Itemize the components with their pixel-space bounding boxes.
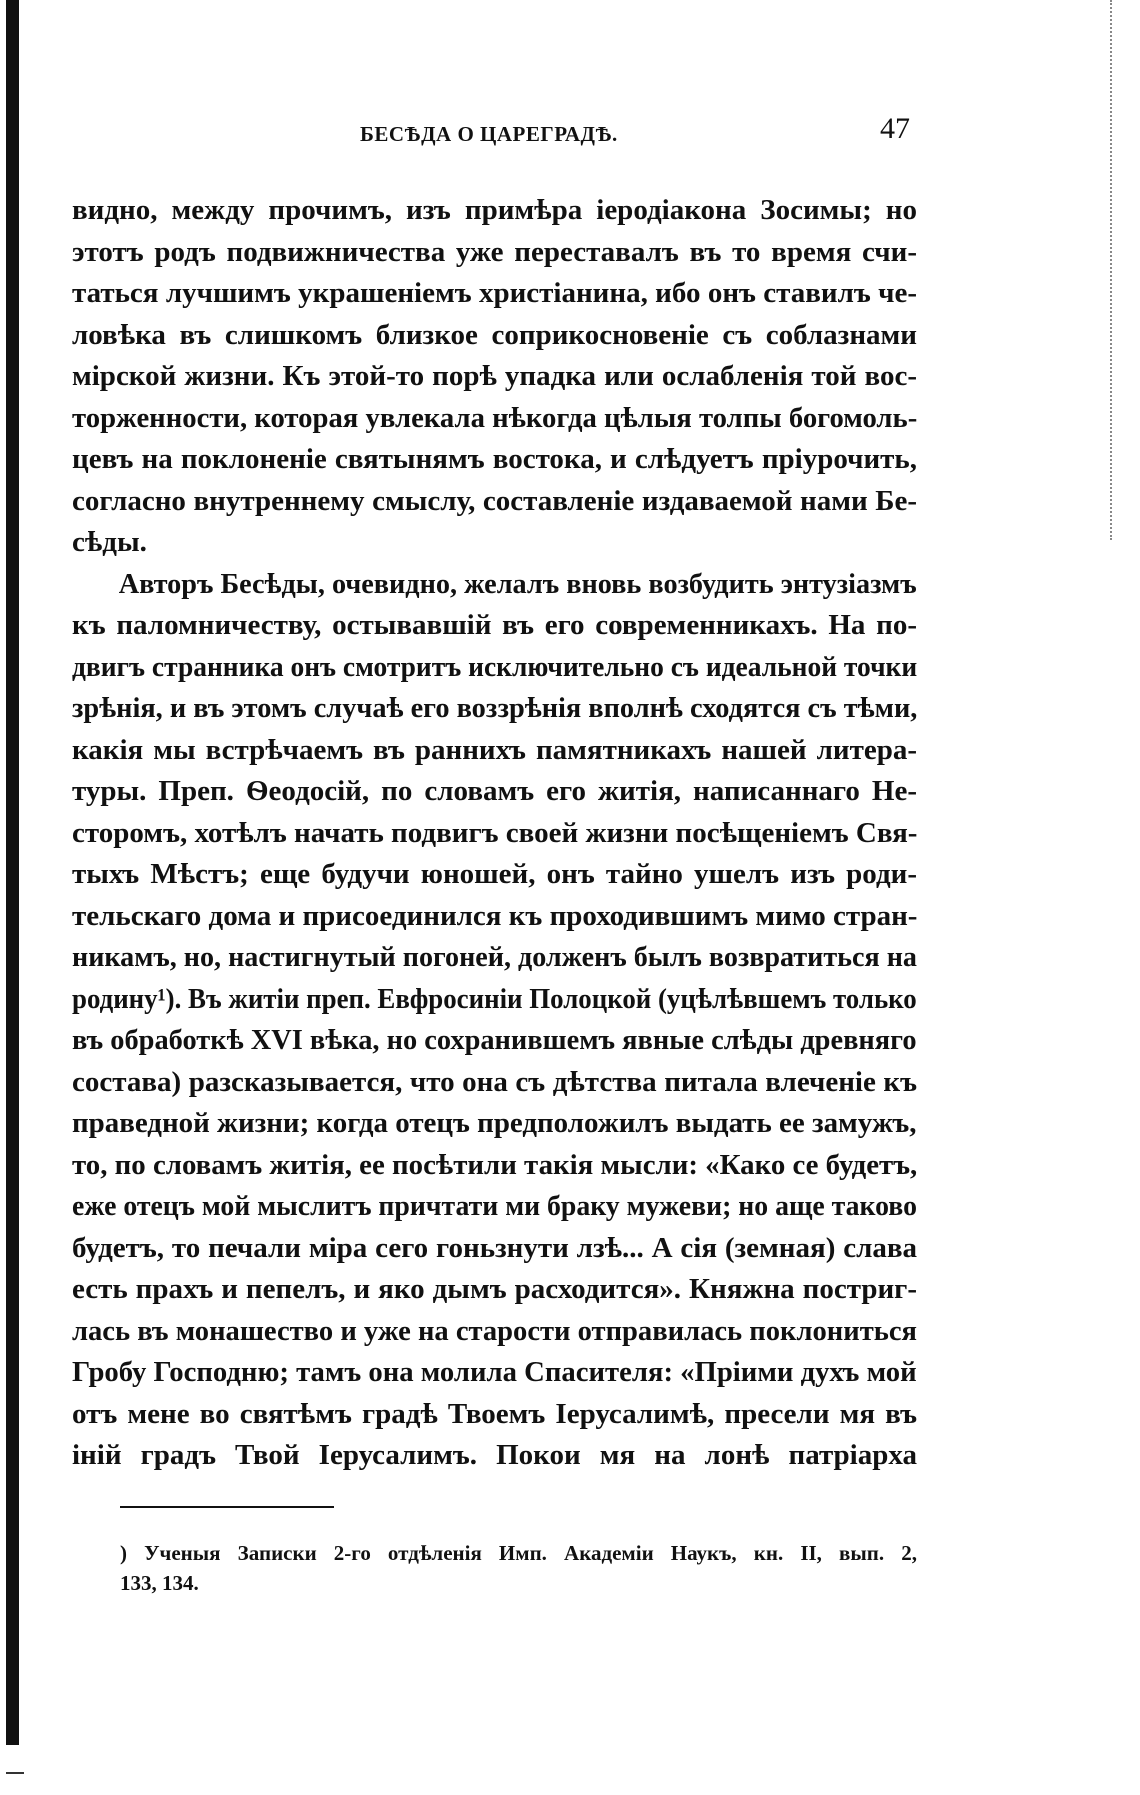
footnotes (120, 1538, 917, 1598)
text-line: видно, между прочимъ, изъ примѣра іеродіакона Зосимы; но (72, 194, 917, 226)
scan-right-edge-marks (1110, 0, 1112, 540)
text-line: никамъ, но, настигнутый погоней, долженъ былъ возвратиться на (72, 941, 917, 973)
text-line: къ паломничеству, остывавшій въ его современникахъ. На по- (72, 609, 917, 641)
text-line: іній градъ Твой Іерусалимъ. Покои мя на лонѣ патріарха (72, 1439, 917, 1471)
page-number: 47 (880, 112, 910, 145)
text-line: праведной жизни; когда отецъ предположилъ выдать ее замужъ, (72, 1107, 917, 1139)
footnote-line: 133, 134. (120, 1571, 199, 1595)
footnote-line: ) Ученыя Записки 2-го отдѣленія Имп. Академіи Наукъ, кн. II, вып. 2, (120, 1541, 917, 1565)
text-line: сторомъ, хотѣлъ начать подвигъ своей жизни посѣщеніемъ Свя- (72, 816, 918, 849)
text-line: въ обработкѣ XVI вѣка, но сохранившемъ явные слѣды древняго (72, 1024, 917, 1056)
text-line: состава) разсказывается, что она съ дѣтства питала влеченіе къ (72, 1065, 917, 1098)
text-line: Авторъ Бесѣды, очевидно, желалъ вновь возбудить энтузіазмъ (118, 567, 917, 600)
body-text (72, 190, 917, 1477)
text-line: двигъ странника онъ смотритъ исключительно съ идеальной точки (72, 650, 918, 683)
text-line: будетъ, то печали міра сего гоньзнути лзѣ... А сія (земная) слава (72, 1231, 917, 1264)
text-line: тельскаго дома и присоединился къ проходившимъ мимо стран- (72, 899, 918, 932)
text-line: таться лучшимъ украшеніемъ христіанина, ибо онъ ставилъ че- (72, 277, 917, 309)
scan-binding-edge (6, 0, 19, 1745)
text-line: родину¹). Въ житіи преп. Евфросиніи Полоцкой (уцѣлѣвшемъ только (72, 982, 917, 1015)
text-line: тыхъ Мѣстъ; еще будучи юношей, онъ тайно ушелъ изъ роди- (72, 858, 917, 890)
text-line: мірской жизни. Къ этой-то порѣ упадка или ослабленія той вос- (72, 360, 917, 392)
text-line: торженности, которая увлекала нѣкогда цѣлыя толпы богомоль- (72, 401, 918, 434)
text-line: еже отецъ мой мыслитъ причтати ми браку мужеви; но аще таково (72, 1190, 917, 1222)
text-line: согласно внутреннему смыслу, составленіе издаваемой нами Бе- (72, 484, 917, 517)
text-line: ловѣка въ слишкомъ близкое соприкосновеніе съ соблазнами (72, 318, 917, 351)
text-line: зрѣнія, и въ этомъ случаѣ его воззрѣнія вполнѣ сходятся съ тѣми, (72, 692, 918, 724)
text-line: какія мы встрѣчаемъ въ раннихъ памятникахъ нашей литера- (72, 733, 917, 766)
scan-edge-mark (6, 1772, 24, 1774)
text-line: этотъ родъ подвижничества уже переставалъ въ то время счи- (72, 235, 917, 268)
text-line: цевъ на поклоненіе святынямъ востока, и слѣдуетъ пріурочить, (72, 443, 917, 475)
text-line: туры. Преп. Ѳеодосій, по словамъ его житія, написаннаго Не- (72, 775, 917, 807)
text-line: есть прахъ и пепелъ, и яко дымъ расходится». Княжна постриг- (72, 1273, 917, 1305)
text-line: лась въ монашество и уже на старости отправилась поклониться (72, 1314, 917, 1347)
text-line: отъ мене во святѣмъ градѣ Твоемъ Іерусалимѣ, пресели мя въ (72, 1397, 917, 1430)
running-head: БЕСѢДА О ЦАРЕГРАДѢ. (360, 122, 618, 146)
text-line: то, по словамъ житія, ее посѣтили такія мысли: «Како се будетъ, (72, 1148, 918, 1181)
footnote-rule (120, 1506, 334, 1508)
text-line: сѣды. (72, 526, 147, 558)
text-line: Гробу Господню; тамъ она молила Спасителя: «Пріими духъ мой (72, 1356, 917, 1388)
